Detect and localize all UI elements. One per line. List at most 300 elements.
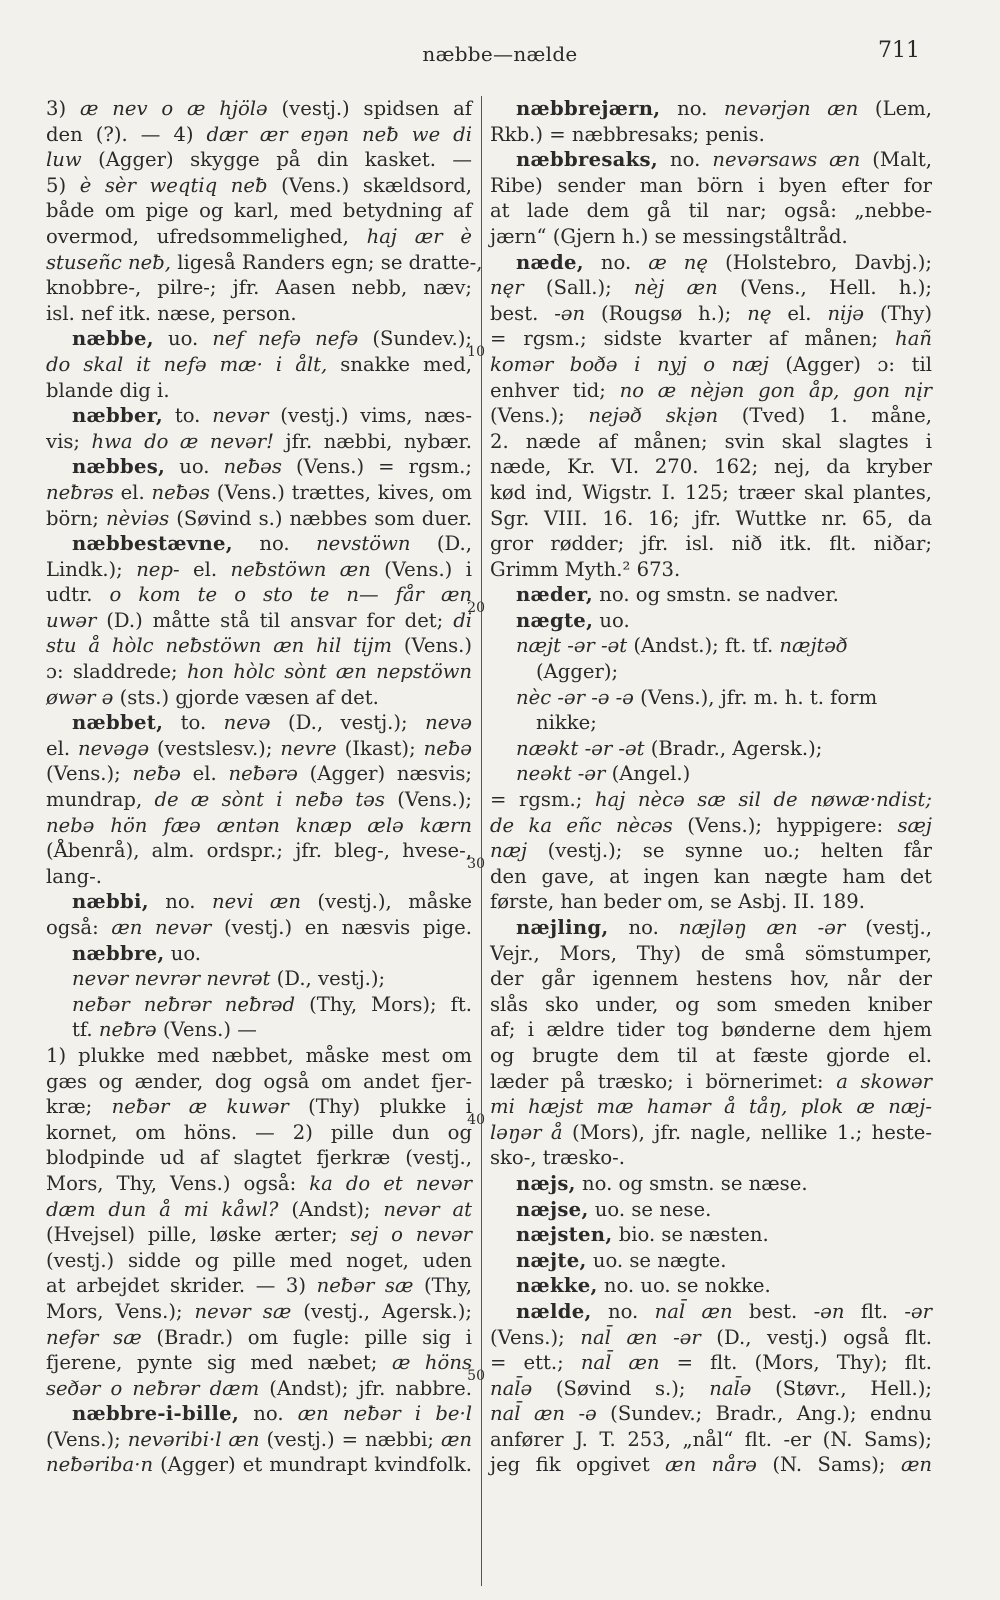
text-line [490, 1427, 932, 1453]
text-span: (vestj.) en næsvis pige. [211, 916, 472, 939]
text-line [46, 685, 472, 711]
text-span: (Agger) skygge på din kasket. — [81, 148, 472, 172]
text-line [490, 1248, 932, 1274]
text-span: uo. [165, 455, 224, 479]
text-span: kød ind, Wigstr. I. 125; træer skal plantes, [490, 480, 932, 504]
text-line [490, 659, 932, 685]
text-span: bio. se næsten. [612, 1223, 769, 1247]
text-line [46, 1248, 472, 1274]
text-span: (Bradr.) om fugle: pille sig i [141, 1325, 472, 1349]
text-line [490, 352, 932, 378]
dialect-form: luw [46, 148, 82, 172]
text-span: (Sall.); [523, 276, 635, 300]
text-line [46, 915, 472, 941]
text-span: udtr. [46, 583, 110, 607]
dialect-form: nejəð skįən [588, 404, 719, 428]
dialect-form: nèj æn [634, 276, 718, 300]
text-line [46, 96, 472, 122]
text-span: første, han beder om, se Asbj. II. 189. [490, 890, 865, 914]
text-span: (N. Sams); [756, 1453, 901, 1477]
text-line [46, 1094, 472, 1120]
text-line [490, 1197, 932, 1223]
text-span: no. uo. se nokke. [597, 1274, 771, 1298]
text-line [490, 941, 932, 967]
text-span: sko-, træsko-. [490, 1146, 626, 1170]
dialect-form: nal̄ æn -ər [580, 1325, 701, 1349]
text-line [46, 378, 472, 404]
text-span: no. [608, 916, 679, 939]
headword: nægte, [516, 608, 594, 632]
text-line [490, 838, 932, 864]
text-span: no. [660, 97, 725, 120]
line-number: 50 [467, 1368, 485, 1384]
text-line [46, 224, 472, 250]
dialect-form: sej o nevər [350, 1223, 472, 1247]
text-span: lang-. [46, 864, 102, 888]
text-line [46, 608, 472, 634]
text-span: kræ; [46, 1095, 112, 1119]
headword: næbbe, [72, 327, 154, 351]
text-span: blande dig i. [46, 378, 170, 402]
text-span: Mors, Thy, Vens.) også: [46, 1171, 310, 1195]
dialect-form: æn [440, 1427, 472, 1451]
text-line [46, 301, 472, 327]
headword: næbbet, [72, 711, 164, 735]
dialect-form: øwər ə [46, 685, 114, 709]
text-line [46, 454, 472, 480]
dialect-form: nevərsaws æn [712, 148, 861, 172]
text-line [46, 506, 472, 532]
text-line [46, 1427, 472, 1453]
text-line [46, 1120, 472, 1146]
text-span: no. og smstn. se næse. [575, 1171, 808, 1195]
text-span: (Bradr., Agersk.); [644, 736, 823, 760]
text-span: (Agger) ɔ: til [768, 352, 932, 376]
text-line [46, 1171, 472, 1197]
text-span: (vestj., [845, 916, 932, 939]
text-span: Ribe) sender man börn i byen efter for [490, 173, 932, 197]
text-line [46, 557, 472, 583]
text-line [490, 1094, 932, 1120]
dialect-form: nijə [827, 301, 864, 325]
text-line [490, 454, 932, 480]
dialect-form: di [453, 608, 472, 632]
dialect-form: stuseñc neƀ, [46, 250, 172, 274]
text-line [490, 1325, 932, 1351]
text-span: snakke med, [327, 352, 472, 376]
text-span: (Mors), jfr. nagle, nellike 1.; heste- [562, 1120, 932, 1144]
text-span: (Thy, [413, 1274, 472, 1298]
text-span: uo. [593, 608, 630, 632]
text-line [46, 1197, 472, 1223]
text-span: Vejr., Mors, Thy) de små sömstumper, [490, 941, 932, 965]
dialect-form: sæj [897, 813, 933, 837]
text-span: den (?). — 4) [46, 122, 207, 146]
dialect-form: nę [747, 301, 772, 325]
dialect-form: komər boðə i nyj o næj [490, 352, 769, 376]
text-span: el. [46, 736, 79, 760]
text-span: der går igennem hestens hov, når der [490, 967, 932, 991]
text-line [490, 864, 932, 890]
text-line [490, 813, 932, 839]
text-line [490, 378, 932, 404]
text-span: (Agger); [536, 660, 619, 684]
text-span: (Sundev.; Bradr., Ang.); endnu [596, 1402, 933, 1426]
text-span: no. [658, 148, 713, 172]
text-line [490, 608, 932, 634]
dialect-form: è sèr weqtiq neƀ [79, 173, 268, 197]
text-span: 2. næde af månen; svin skal slagtes i [490, 429, 932, 453]
text-line [46, 250, 483, 276]
dialect-form: nal̄ə [709, 1376, 752, 1400]
text-span: (Tved) 1. måne, [718, 404, 933, 428]
text-span: (Vens.) skældsord, [267, 173, 472, 197]
text-span: flt. [844, 1299, 905, 1323]
text-span: isl. nef itk. næse, person. [46, 301, 297, 325]
headword: næjsten, [516, 1223, 613, 1247]
text-line [46, 710, 472, 736]
page-header [0, 36, 1000, 70]
dialect-form: neəkt -ər [516, 762, 606, 786]
text-span: (Thy) plukke i [288, 1095, 472, 1119]
text-span: nikke; [536, 711, 597, 735]
text-span: börn; [46, 506, 106, 530]
text-span: (Hvejsel) pille, løske ærter; [46, 1223, 351, 1247]
text-span: (vestj., Agersk.); [291, 1299, 472, 1323]
text-line [490, 506, 932, 532]
text-span: el. [771, 301, 828, 325]
text-line [490, 275, 932, 301]
text-line [490, 1222, 932, 1248]
dialect-form: neƀəriba·n [46, 1453, 154, 1477]
text-span: (Vens.); [490, 1325, 581, 1349]
text-span: (Agger) næsvis; [297, 762, 473, 786]
text-line [490, 736, 932, 762]
text-span: (Vens.); [46, 1427, 128, 1451]
dialect-form: æn neƀər i be·l [297, 1402, 472, 1426]
text-span: blodpinde ud af slagtet fjerkræ (vestj., [46, 1146, 472, 1170]
dialect-form: nevre [280, 736, 337, 760]
text-span: at arbejdet skrider. — 3) [46, 1274, 317, 1298]
text-span: Rkb.) = næbbresaks; penis. [490, 122, 765, 146]
text-span: (D., vestj.); [270, 967, 386, 991]
text-line [46, 1401, 472, 1427]
text-span: (Andst); [278, 1197, 384, 1221]
text-span: 5) [46, 173, 80, 197]
text-span: Sgr. VIII. 16. 16; jfr. Wuttke nr. 65, da [490, 506, 932, 530]
dialect-form: neƀəs [223, 455, 282, 479]
text-span: (Søvind s.) næbbes som duer. [169, 506, 473, 530]
dialect-form: neƀstöwn æn [230, 557, 371, 581]
text-span: (Vens.) = rgsm.; [281, 455, 472, 479]
dialect-form: haj nècə sæ sil de nøwæ·ndist; [594, 788, 932, 812]
line-number: 30 [467, 856, 485, 872]
dialect-form: nal̄ə [490, 1376, 533, 1400]
text-span: gror rødder; jfr. isl. nið itk. flt. niðar; [490, 532, 932, 556]
text-span: ligeså Randers egn; se dratte-, [171, 250, 483, 274]
text-line [490, 787, 932, 813]
text-span: = ett.; [490, 1351, 581, 1375]
text-span: best. [732, 1299, 814, 1323]
text-span: (D.) måtte stå til ansvar for det; [96, 608, 454, 632]
dialect-form: nevər at [383, 1197, 473, 1221]
dialect-form: nefər sæ [46, 1325, 142, 1349]
text-line [490, 531, 932, 557]
text-span: (vestj.) sidde og pille med noget, uden [46, 1248, 472, 1272]
text-span: (Vens.); [490, 404, 589, 428]
headword: næjling, [516, 916, 609, 939]
text-line [490, 1273, 932, 1299]
headword: nække, [516, 1274, 598, 1298]
text-span: læder på træsko; i börnerimet: [490, 1069, 837, 1093]
dialect-form: mi hæjst mæ hamər å tåŋ, plok æ næj- [490, 1095, 932, 1119]
text-span: = rgsm.; [490, 788, 595, 812]
text-line [490, 1017, 932, 1043]
text-span: kornet, om höns. — 2) pille dun og [46, 1120, 472, 1144]
text-line [490, 582, 932, 608]
text-line [490, 1171, 932, 1197]
text-span: uo. [164, 941, 201, 965]
text-span: (Thy, Mors); ft. [295, 992, 472, 1016]
dialect-form: stu å hòlc neƀstöwn æn hil tijm [46, 634, 392, 658]
text-line [490, 480, 932, 506]
text-span: Mors, Vens.); [46, 1299, 195, 1323]
text-line [46, 1376, 472, 1402]
text-span: (Malt, [860, 148, 932, 172]
dialect-form: nevə [425, 711, 472, 735]
dialect-form: neƀərə [228, 762, 298, 786]
text-span: Grimm Myth.² 673. [490, 557, 681, 581]
text-span: jfr. næbbi, nybær. [273, 429, 472, 453]
text-line [490, 1376, 932, 1402]
text-span: den gave, at ingen kan nægte ham det [490, 864, 932, 888]
dialect-form: dæm dun å mi kåwl? [46, 1197, 279, 1221]
dialect-form: næjləŋ æn -ər [678, 916, 846, 939]
text-span: (Vens.); [384, 788, 472, 812]
text-line [46, 429, 472, 455]
text-line [490, 1299, 932, 1325]
text-span: (sts.) gjorde væsen af det. [113, 685, 379, 709]
text-line [46, 659, 472, 685]
text-span: uo. [153, 327, 213, 351]
text-line [490, 1145, 932, 1171]
text-line [46, 480, 472, 506]
text-span: enhver tid; [490, 378, 620, 402]
text-span: anfører J. T. 253, „nål“ flt. -er (N. Sams); [490, 1427, 932, 1451]
line-number: 40 [467, 1112, 485, 1128]
text-span: (vestj.) = næbbi; [259, 1427, 441, 1451]
dialect-form: seðər o neƀrər dæm [46, 1376, 260, 1400]
dialect-form: neƀrə [98, 1018, 157, 1042]
dialect-form: nep- [136, 557, 180, 581]
text-span: (Åbenrå), alm. ordspr.; jfr. bleg-, hvese-, [46, 839, 472, 863]
text-span: (Søvind s.); [532, 1376, 710, 1400]
text-line [490, 1043, 932, 1069]
dialect-form: nevər nevrər nevrət [72, 967, 271, 991]
text-span: to. [163, 711, 224, 735]
text-line [46, 864, 472, 890]
text-line [46, 582, 472, 608]
dialect-form: nevi æn [211, 890, 301, 914]
text-line [46, 122, 472, 148]
text-span: både om pige og karl, med betydning af [46, 199, 472, 223]
dialect-form: a skowər [836, 1069, 932, 1093]
dialect-form: neƀrəs [46, 480, 114, 504]
dialect-form: nèviəs [105, 506, 170, 530]
text-line [46, 403, 472, 429]
text-span: el. [113, 480, 152, 504]
text-span: (Vens.); [46, 762, 133, 786]
text-span: no. og smstn. se nadver. [593, 583, 839, 607]
dialect-form: do skal it nefə mæ· i ålt, [46, 352, 328, 376]
text-span: (vestslesv.); [149, 736, 281, 760]
text-span: jærn“ (Gjern h.) se messingståltråd. [490, 224, 848, 248]
text-span: to. [163, 404, 213, 428]
text-span: overmod, ufredsommelighed, [46, 224, 367, 248]
dialect-form: de ka eñc nècəs [490, 813, 673, 837]
dialect-form: nevə [223, 711, 271, 735]
text-span: (vestj.) vims, næs- [268, 404, 472, 428]
text-line [490, 710, 932, 736]
text-span: (Sundev.); [358, 327, 472, 351]
dialect-form: nevstöwn [316, 532, 411, 556]
text-line [490, 633, 932, 659]
text-span: Lindk.); [46, 557, 137, 581]
text-span: uo. se nese. [588, 1197, 712, 1221]
text-line [46, 838, 472, 864]
text-line [490, 685, 932, 711]
text-span: (Ikast); [336, 736, 424, 760]
text-line [46, 198, 472, 224]
text-span: tf. [72, 1018, 99, 1042]
text-span: = flt. (Mors, Thy); flt. [659, 1351, 932, 1375]
dialect-form: neƀər neƀrər neƀrəd [72, 992, 296, 1016]
dialect-form: haj ær è [366, 224, 472, 248]
text-line [46, 633, 472, 659]
text-line [490, 1120, 932, 1146]
headword: næbbestævne, [72, 532, 233, 556]
dialect-form: nèc -ər -ə -ə [516, 685, 634, 709]
dialect-form: æ nę [648, 250, 709, 274]
dialect-form: o kom te o sto te n— får æn [109, 583, 472, 607]
dialect-form: nebə hön fæə æntən knæp ælə kærn [46, 813, 472, 837]
text-span: vis; [46, 429, 92, 453]
text-span: (Vens., Hell. h.); [717, 276, 932, 300]
text-span: af; i ældre tider tog bønderne dem hjem [490, 1018, 932, 1042]
text-line [46, 761, 472, 787]
text-span: el. [180, 762, 229, 786]
dialect-form: æn nårə [665, 1453, 757, 1477]
text-span: (Agger) et mundrapt kvindfolk. [153, 1453, 472, 1477]
headword: næbbes, [72, 455, 166, 479]
headword: næjse, [516, 1197, 589, 1221]
text-line [490, 992, 932, 1018]
text-span: (Thy) [864, 301, 932, 325]
dialect-form: nef nefə nefə [212, 327, 359, 351]
dialect-form: no æ nèjən gon åp, gon nįr [619, 378, 932, 402]
dialect-form: neƀə [423, 736, 472, 760]
text-line [490, 403, 932, 429]
text-line [490, 326, 932, 352]
dialect-form: nal̄ æn -ə [490, 1402, 597, 1426]
text-line [46, 889, 472, 915]
text-span: og brugte dem til at fæste gjorde el. [490, 1043, 932, 1067]
headword: nælde, [516, 1299, 592, 1323]
text-span: (Vens.) trættes, kives, om [209, 480, 472, 504]
text-line [46, 787, 472, 813]
text-span: (vestj.), måske [300, 890, 472, 914]
dialect-form: nevər [212, 404, 269, 428]
text-span: no. [232, 532, 317, 556]
text-span: = rgsm.; sidste kvarter af månen; [490, 327, 896, 351]
dialect-form: næjt -ər -ət [516, 634, 628, 658]
text-line [46, 275, 472, 301]
text-line [490, 96, 932, 122]
text-span: (vestj.); se synne uo.; helten får [527, 839, 932, 863]
text-span: 3) [46, 97, 80, 120]
dialect-form: dær ær eŋən neƀ we di [206, 122, 472, 146]
dialect-form: næəkt -ər -ət [516, 736, 645, 760]
text-span: mundrap, [46, 788, 155, 812]
text-line [490, 915, 932, 941]
text-span: (D., vestj.); [270, 711, 426, 735]
dialect-form: æn nevər [111, 916, 212, 939]
dialect-form: hon hòlc sònt æn nepstöwn [186, 660, 473, 684]
dialect-form: -ən [813, 1299, 845, 1323]
text-line [490, 557, 932, 583]
dialect-form: nal̄ æn [580, 1351, 660, 1375]
dialect-form: nevərjən æn [724, 97, 859, 120]
text-span: (Vens.), jfr. m. h. t. form [633, 685, 878, 709]
text-span: no. [148, 890, 212, 914]
text-span: (Vens.) [391, 634, 472, 658]
text-line [46, 1452, 472, 1478]
text-line [490, 198, 932, 224]
text-span: også: [46, 916, 112, 939]
text-span: best. [490, 301, 555, 325]
dialect-form: æ nev o æ hjölə [79, 97, 268, 120]
text-span: (Vens.) — [156, 1018, 257, 1042]
dialect-form: uwər [46, 608, 97, 632]
text-span: (Angel.) [605, 762, 691, 786]
dialect-form: næjtəð [779, 634, 848, 658]
text-line [490, 1401, 932, 1427]
text-span: (vestj.) spidsen af [267, 97, 473, 120]
text-line [46, 813, 472, 839]
headword: næder, [516, 583, 594, 607]
text-line [46, 1325, 472, 1351]
text-line [46, 992, 472, 1018]
text-span: (Rougsø h.); [585, 301, 748, 325]
text-span: (Lem, [858, 97, 932, 120]
text-line [46, 1017, 472, 1043]
text-line [490, 250, 932, 276]
text-line [490, 147, 932, 173]
column-divider [481, 96, 482, 1586]
text-span: no. [239, 1402, 298, 1426]
text-line [490, 966, 932, 992]
text-span: slås sko under, og som smeden kniber [490, 992, 932, 1016]
text-span: no. [591, 1299, 655, 1323]
dialect-form: neƀər æ kuwər [111, 1095, 289, 1119]
text-line [46, 966, 472, 992]
text-span: jeg fik opgivet [490, 1453, 666, 1477]
text-line [490, 224, 932, 250]
right-column [490, 96, 932, 1478]
dialect-form: nęr [490, 276, 524, 300]
dialect-form: æ höns [391, 1351, 472, 1375]
text-line [46, 1350, 472, 1376]
